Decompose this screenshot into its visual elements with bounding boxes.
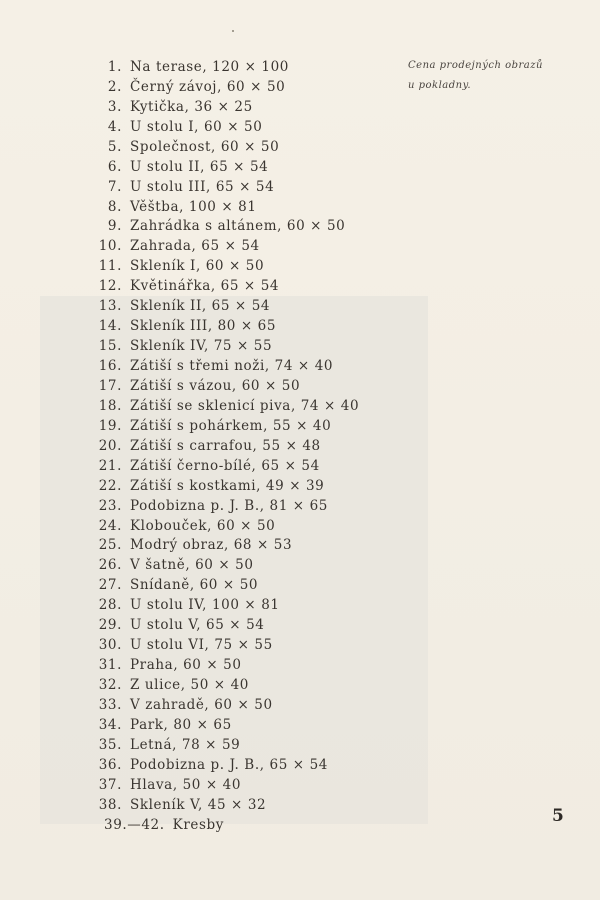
list-item (96, 815, 426, 835)
item-title: Zátiší s kostkami, 49 × 39 (130, 477, 325, 494)
item-number: 1. (107, 58, 122, 75)
price-note-line-2: u pokladny. (408, 80, 472, 91)
list-item (96, 795, 426, 815)
list-item (96, 436, 426, 456)
list-item (96, 476, 426, 496)
item-number: 8. (107, 198, 122, 215)
item-title: V šatně, 60 × 50 (130, 557, 254, 574)
item-title: U stolu IV, 100 × 81 (130, 597, 280, 614)
item-number: 27. (98, 577, 122, 594)
item-number: 25. (98, 537, 122, 554)
item-number: 39.—42. (104, 816, 165, 833)
item-number: 4. (107, 118, 122, 135)
item-number: 3. (107, 98, 122, 115)
item-title: Hlava, 50 × 40 (130, 776, 242, 793)
list-item (96, 376, 426, 396)
paper-speck (232, 30, 234, 32)
item-title: Praha, 60 × 50 (130, 657, 242, 674)
list-item (96, 416, 426, 436)
item-number: 37. (98, 776, 122, 793)
list-item (96, 536, 426, 556)
item-title: Zahrada, 65 × 54 (130, 238, 260, 255)
item-number: 34. (98, 716, 122, 733)
list-item (96, 695, 426, 715)
list-item (96, 256, 426, 276)
item-number: 16. (98, 358, 122, 375)
item-title: Skleník II, 65 × 54 (130, 298, 271, 315)
item-number: 22. (98, 477, 122, 494)
item-number: 18. (98, 397, 122, 414)
item-title: Květinářka, 65 × 54 (130, 278, 280, 295)
item-title: Z ulice, 50 × 40 (130, 677, 249, 694)
list-item (96, 555, 426, 575)
list-item (96, 396, 426, 416)
list-item (96, 157, 426, 177)
list-item (96, 77, 426, 97)
item-title: Zátiší se sklenicí piva, 74 × 40 (130, 397, 360, 414)
item-number: 24. (98, 517, 122, 534)
item-title: Podobizna p. J. B., 65 × 54 (130, 756, 328, 773)
list-item (96, 236, 426, 256)
list-item (96, 456, 426, 476)
item-title: Snídaně, 60 × 50 (130, 577, 259, 594)
item-title: V zahradě, 60 × 50 (130, 696, 273, 713)
list-item (96, 575, 426, 595)
item-number: 35. (98, 736, 122, 753)
item-number: 15. (98, 338, 122, 355)
item-number: 2. (107, 78, 122, 95)
item-title: Černý závoj, 60 × 50 (130, 78, 286, 95)
item-title: U stolu VI, 75 × 55 (130, 637, 273, 654)
item-number: 19. (98, 417, 122, 434)
item-number: 26. (98, 557, 122, 574)
item-number: 13. (98, 298, 122, 315)
list-item (96, 675, 426, 695)
item-number: 7. (107, 178, 122, 195)
item-title: Modrý obraz, 68 × 53 (130, 537, 293, 554)
item-title: U stolu I, 60 × 50 (130, 118, 263, 135)
item-number: 17. (98, 377, 122, 394)
list-item (96, 595, 426, 615)
list-item (96, 655, 426, 675)
list-item (96, 516, 426, 536)
list-item (96, 316, 426, 336)
item-title: Park, 80 × 65 (130, 716, 232, 733)
list-item (96, 635, 426, 655)
item-title: U stolu II, 65 × 54 (130, 158, 269, 175)
item-title: Zátiší s carrafou, 55 × 48 (130, 437, 321, 454)
item-title: U stolu III, 65 × 54 (130, 178, 275, 195)
item-title: Zátiší s třemi noži, 74 × 40 (130, 358, 334, 375)
list-item (96, 276, 426, 296)
item-title: Skleník IV, 75 × 55 (130, 338, 273, 355)
item-title: Skleník V, 45 × 32 (130, 796, 267, 813)
item-number: 12. (98, 278, 122, 295)
item-title: Zátiší s vázou, 60 × 50 (130, 377, 301, 394)
list-item (96, 97, 426, 117)
artwork-list (96, 57, 426, 835)
list-item (96, 775, 426, 795)
list-item (96, 197, 426, 217)
item-title: Na terase, 120 × 100 (130, 58, 289, 75)
list-item (96, 117, 426, 137)
page-number: 5 (552, 806, 564, 826)
list-item (96, 496, 426, 516)
item-number: 10. (98, 238, 122, 255)
price-note-line-1: Cena prodejných obrazů (408, 60, 543, 71)
item-number: 38. (98, 796, 122, 813)
list-item (96, 296, 426, 316)
list-item (96, 615, 426, 635)
item-title: Skleník III, 80 × 65 (130, 318, 277, 335)
price-note (408, 56, 588, 96)
list-item (96, 177, 426, 197)
item-title: Zahrádka s altánem, 60 × 50 (130, 218, 346, 235)
item-number: 6. (107, 158, 122, 175)
list-item (96, 217, 426, 237)
item-number: 36. (98, 756, 122, 773)
item-title: Věštba, 100 × 81 (130, 198, 257, 215)
item-title: Letná, 78 × 59 (130, 736, 241, 753)
list-item (96, 715, 426, 735)
item-number: 30. (98, 637, 122, 654)
item-number: 32. (98, 677, 122, 694)
list-item (96, 356, 426, 376)
item-title: Podobizna p. J. B., 81 × 65 (130, 497, 328, 514)
list-item (96, 735, 426, 755)
list-item (96, 137, 426, 157)
item-number: 21. (98, 457, 122, 474)
item-number: 5. (107, 138, 122, 155)
list-item (96, 336, 426, 356)
item-number: 14. (98, 318, 122, 335)
item-number: 33. (98, 696, 122, 713)
list-item (96, 57, 426, 77)
item-number: 9. (107, 218, 122, 235)
item-number: 29. (98, 617, 122, 634)
item-title: Klobouček, 60 × 50 (130, 517, 276, 534)
item-number: 23. (98, 497, 122, 514)
item-number: 31. (98, 657, 122, 674)
item-title: Společnost, 60 × 50 (130, 138, 280, 155)
item-title: U stolu V, 65 × 54 (130, 617, 265, 634)
list-item (96, 755, 426, 775)
item-title: Kytička, 36 × 25 (130, 98, 253, 115)
item-number: 11. (98, 258, 122, 275)
item-title: Zátiší černo-bílé, 65 × 54 (130, 457, 320, 474)
item-number: 20. (98, 437, 122, 454)
item-number: 28. (98, 597, 122, 614)
item-title: Kresby (172, 816, 224, 833)
item-title: Skleník I, 60 × 50 (130, 258, 265, 275)
item-title: Zátiší s pohárkem, 55 × 40 (130, 417, 332, 434)
